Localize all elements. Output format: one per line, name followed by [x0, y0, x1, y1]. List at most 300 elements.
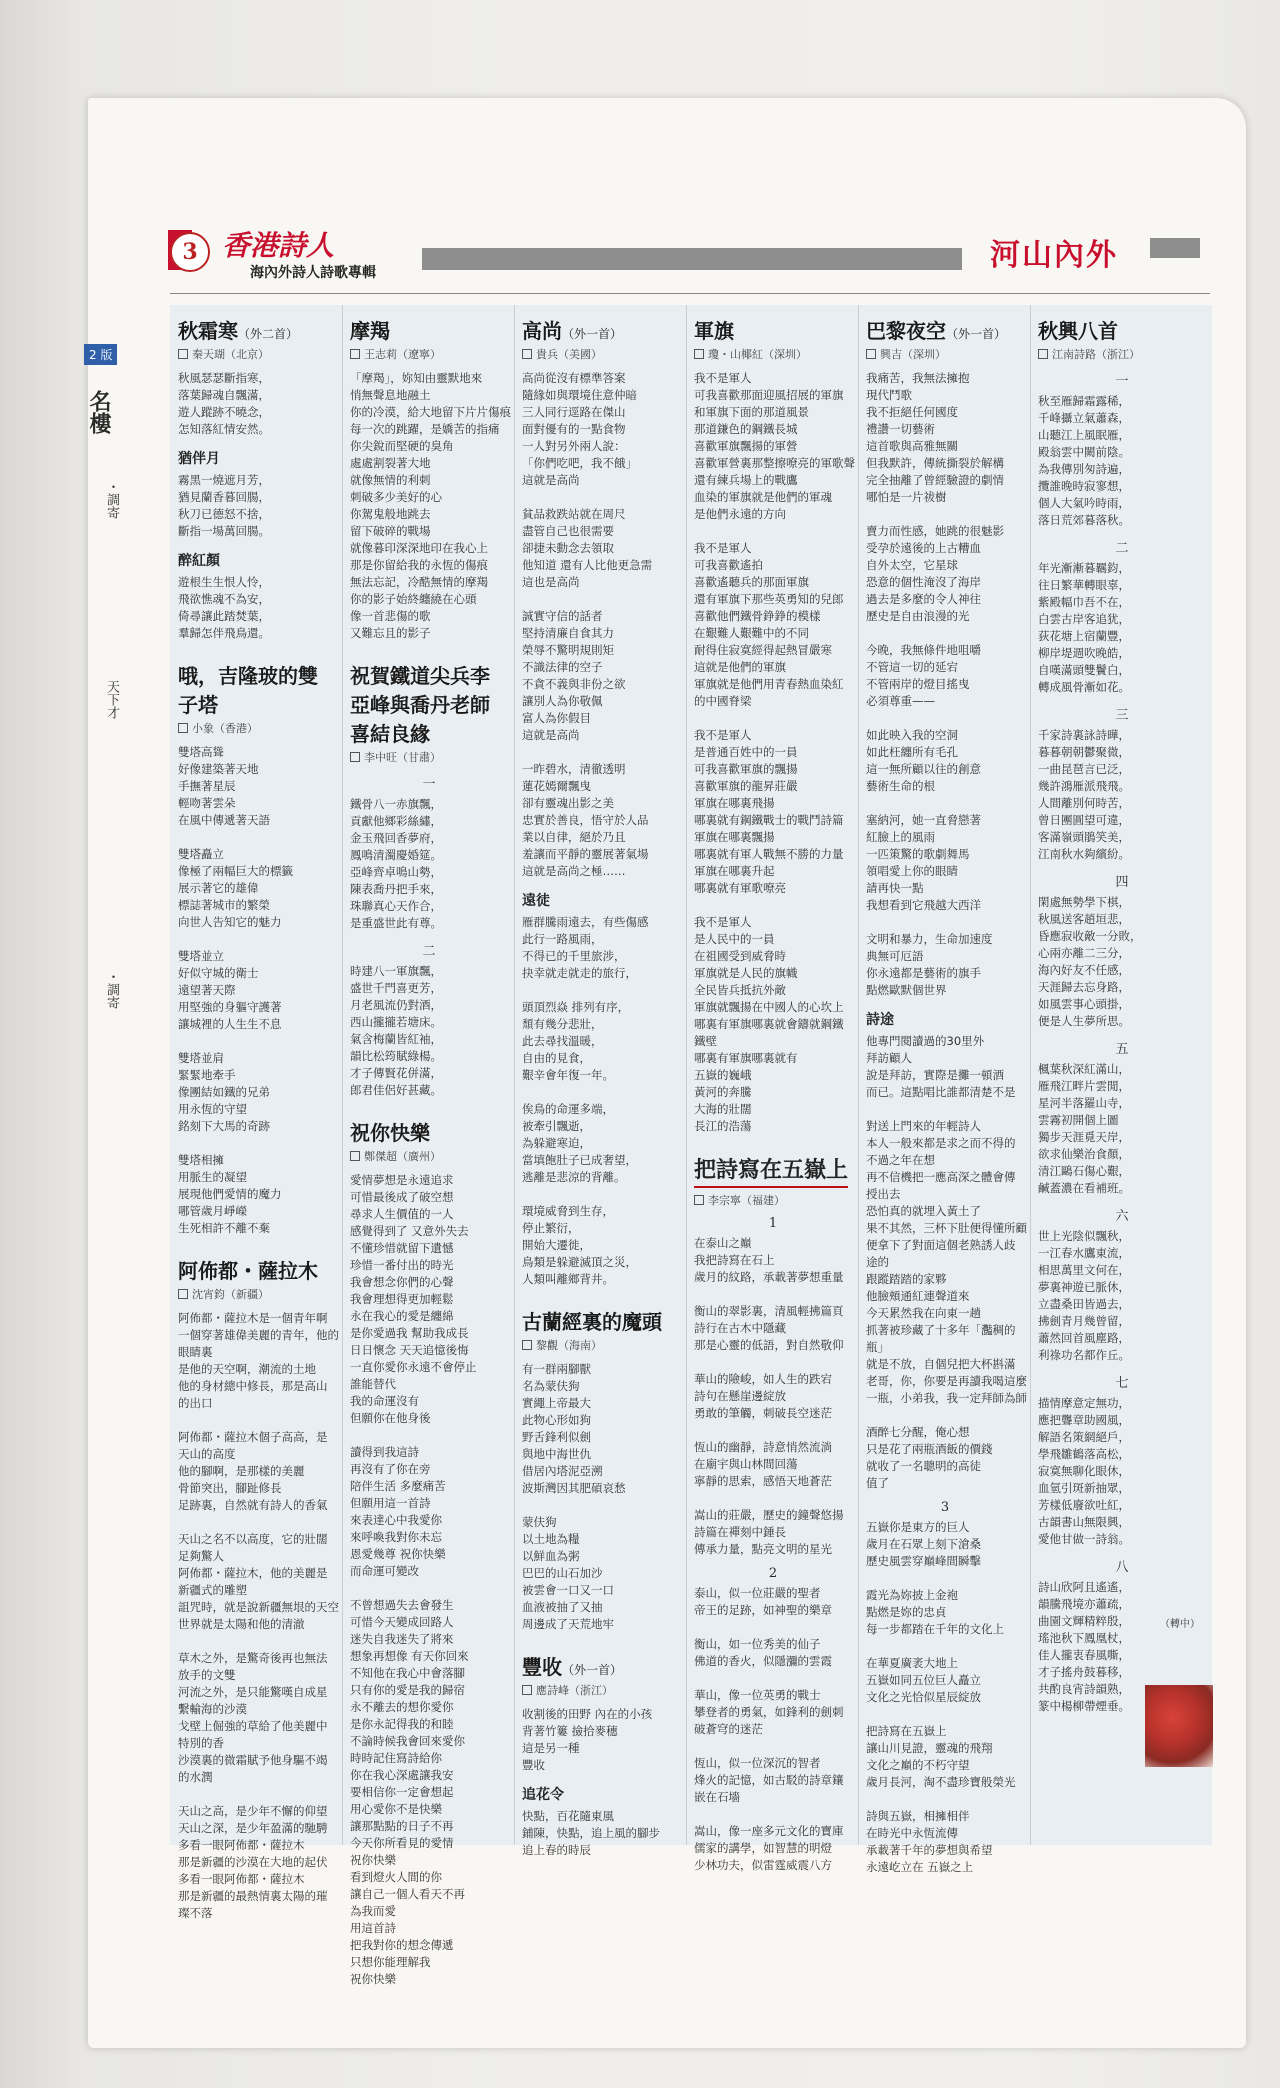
- poem-line: 便拿下了對面這個老熟誘人歧: [866, 1238, 1016, 1252]
- poem-line: 天山之深，是少年盈滿的馳騁: [178, 1821, 328, 1835]
- poem-line: 悄無聲息地融土: [350, 388, 431, 402]
- poem-line: 當填飽肚子已成奢望，: [522, 1153, 637, 1167]
- poem-line: 華山，像一位英勇的戰士: [694, 1688, 821, 1702]
- poem-line: 藝術生命的根: [866, 779, 935, 793]
- poem-line: 立盡桑田皆過去，: [1038, 1297, 1130, 1311]
- poem-line: 今天你所看見的愛情: [350, 1836, 454, 1850]
- poem-line: 詩行在古木中隱藏: [694, 1321, 786, 1335]
- poem-line: 無法忘記，冷酷無情的摩羯: [350, 575, 488, 589]
- poem-line: [866, 1791, 1024, 1808]
- poem-line: 文明和暴力，生命加速度: [866, 932, 993, 946]
- poem-line: 就是不放，自個兒把大杯斟滿: [866, 1357, 1016, 1371]
- poem-line: 追上春的時辰: [522, 1843, 591, 1857]
- poem-title-text: 祝你快樂: [350, 1121, 430, 1145]
- poem-line: 那是新疆的最熱情裏太陽的璀: [178, 1889, 328, 1903]
- poem-title-text: 秋霜寒: [178, 319, 238, 343]
- poem-line: [178, 1633, 336, 1650]
- poem-author: 李中旺（甘肅）: [350, 749, 508, 765]
- poem-line: 天山之名不以高度，它的壯闊: [178, 1532, 328, 1546]
- poem-line: 賣力而性感，她跳的很魅影: [866, 524, 1004, 538]
- poem-line: 用堅強的身軀守護著: [178, 1000, 282, 1014]
- poem-line: 我會理想得更加輕鬆: [350, 1292, 454, 1306]
- poem-author: 瓊・山椰紅（深圳）: [694, 346, 852, 362]
- poem-line: 蓮花嫣爾飄曳: [522, 779, 591, 793]
- poem-line: 永遠屹立在 五嶽之上: [866, 1860, 974, 1874]
- poem-line: 請再快一點: [866, 881, 924, 895]
- poem-subheading: 詩途: [866, 1012, 894, 1028]
- poem-line: 說是拜訪，實際是攤一頓酒: [866, 1068, 1004, 1082]
- poem-line: [694, 710, 852, 727]
- poem-line: 讓山川見證，靈魂的飛翔: [866, 1741, 993, 1755]
- poem-line: 此行一路風雨，: [522, 932, 603, 946]
- poem-line: 人類叫離鄉背井。: [522, 1272, 614, 1286]
- poem-line: 鳳鳴清濁慶婚筵。: [350, 848, 442, 862]
- poem-line: 以土地為糧: [522, 1532, 580, 1546]
- poem-line: 而已。這點唱比誰都清楚不是: [866, 1085, 1016, 1099]
- poem-author: 黎觀（海南）: [522, 1337, 680, 1353]
- poem-line: 雁群騰雨遠去，有些傷感: [522, 915, 649, 929]
- poem-line: 盛世千門喜更芳，: [350, 981, 442, 995]
- poem-line: 尋求人生價值的一人: [350, 1207, 454, 1221]
- poem-line: 用永恆的守望: [178, 1102, 247, 1116]
- poem-line: 輕吻著雲朵: [178, 796, 236, 810]
- poem: [1030, 305, 1212, 1723]
- page-header: [170, 228, 1210, 288]
- poem-lines: [694, 1585, 852, 1874]
- poem-subheading: 1: [768, 1216, 778, 1231]
- poem-line: 夢裏神遊已脈休，: [1038, 1280, 1130, 1294]
- poem-line: 是他們永遠的方向: [694, 507, 786, 521]
- poem-line: 過去是多麼的令人神往: [866, 592, 981, 606]
- poem-line: 面對優有的一點食物: [522, 422, 626, 436]
- poem-line: 授出去: [866, 1187, 901, 1201]
- poem-line: 星河半落羅山寺，: [1038, 1096, 1130, 1110]
- poem-line: 讀得到我這詩: [350, 1445, 419, 1459]
- poem-line: 你尖銳而堅硬的臭角: [350, 439, 454, 453]
- poem-line: 像一首悲傷的歌: [350, 609, 431, 623]
- poem-line: 如此映入我的空洞: [866, 728, 958, 742]
- poem-line: 破蒼穹的迷茫: [694, 1722, 763, 1736]
- poem-line: 還有練兵場上的戰鷹: [694, 473, 798, 487]
- poem-author: 李宗寧（福建）: [694, 1192, 852, 1208]
- poem-line: 用脈生的凝望: [178, 1170, 247, 1184]
- header-divider-bar: [1150, 238, 1200, 258]
- poem-line: 詩句在懸崖邊綻放: [694, 1389, 786, 1403]
- poem-line: 自外太空，它星球: [866, 558, 958, 572]
- poem-line: 瑤池秋下鳳凰杖，: [1038, 1631, 1130, 1645]
- poem-line: [866, 710, 1024, 727]
- poem-line: 你永遠都是藝術的旗手: [866, 966, 981, 980]
- poem-lines: [178, 472, 336, 540]
- poem-line: 歲月在石眾上刻下滄桑: [866, 1537, 981, 1551]
- poem-lines: [522, 914, 680, 1288]
- poem-line: 詛咒時，就是說新疆無垠的天空: [178, 1600, 339, 1614]
- poem-lines: [178, 370, 336, 438]
- poem-line: 瓶」: [866, 1340, 889, 1354]
- poem-line: 清江鷗石傷心艱，: [1038, 1164, 1130, 1178]
- poem-line: 我不拒絕任何國度: [866, 405, 958, 419]
- poem-line: 此物心形如狗: [522, 1413, 591, 1427]
- poem-title: [694, 315, 852, 344]
- poem-line: 阿佈都・薩拉木，他的美麗是: [178, 1566, 328, 1580]
- poem-line: 鹹蓋濃在看補班。: [1038, 1181, 1130, 1195]
- poem-line: 「摩羯」，妳知由靈默地來: [350, 371, 483, 385]
- poem-line: 周邊成了天荒地牢: [522, 1617, 614, 1631]
- poem-subheading: 三: [1115, 708, 1129, 723]
- poem: [170, 650, 342, 1245]
- poem-line: 盡管自己也很需要: [522, 524, 614, 538]
- poem-line: 緊緊地牽手: [178, 1068, 236, 1082]
- poem-line: 不過之年在想: [866, 1153, 935, 1167]
- previous-page-note: ・調寄: [104, 480, 119, 519]
- poem-subheading: 八: [1115, 1560, 1129, 1575]
- poem-title: [350, 660, 508, 747]
- poem-lines: [522, 1706, 680, 1774]
- poem-line: 軍旗就是他們用青春熱血染紅: [694, 677, 844, 691]
- poem-line: 五嶽的巍峨: [694, 1068, 752, 1082]
- poem-line: 昏應寂收敵一分敗，: [1038, 929, 1142, 943]
- poem-line: 嵌在石墻: [694, 1790, 740, 1804]
- poem-line: 但我默許，傳統撕裂於解構: [866, 456, 1004, 470]
- poem: [514, 1296, 686, 1641]
- poem-line: 愛他甘做一詩翁。: [1038, 1532, 1130, 1546]
- poem-line: 這一無所顧以往的創意: [866, 762, 981, 776]
- poem-line: 才子傳賢花併滿，: [350, 1066, 442, 1080]
- poem-lines: [1038, 393, 1206, 529]
- poem-line: 利祿功名都作丘。: [1038, 1348, 1130, 1362]
- poem-line: 展示著它的雄偉: [178, 881, 259, 895]
- poem-subheading: 一: [1115, 374, 1129, 389]
- poem-line: 現代鬥歌: [866, 388, 912, 402]
- poem-subheading: 2: [768, 1566, 778, 1581]
- poem-line: 佳人攏衷春風嘶，: [1038, 1648, 1130, 1662]
- poem-line: 為我傳別匆詩遍，: [1038, 462, 1130, 476]
- column-6: [1030, 305, 1212, 1845]
- poem-line: 秋風送客趙垣悲，: [1038, 912, 1130, 926]
- poem-line: 日日懷念 天天追憶後悔: [350, 1343, 469, 1357]
- poem-line: [866, 1706, 1024, 1723]
- poem-line: 點燃歐默個世界: [866, 983, 947, 997]
- poem-line: 斷指一場萬回腸。: [178, 524, 270, 538]
- poem-line: 怎知落紅情安然。: [178, 422, 270, 436]
- poem-line: 他知道 還有人比他更急需: [522, 558, 653, 572]
- poem-line: 傳承力量，點亮文明的星光: [694, 1542, 832, 1556]
- poem-line: 寂寞無聊化眼休，: [1038, 1464, 1130, 1478]
- poem-line: 如風雲事心頭掛，: [1038, 997, 1130, 1011]
- poem-line: 可惜今天變成回路人: [350, 1615, 454, 1629]
- poem-line: [694, 523, 852, 540]
- poem-line: 天山的高度: [178, 1447, 236, 1461]
- poem-line: 迷失自我迷失了將來: [350, 1632, 454, 1646]
- poem-line: [694, 1619, 852, 1636]
- poem-line: 特別的香: [178, 1736, 224, 1750]
- poem-line: 留下破碎的戰場: [350, 524, 431, 538]
- poem-line: 暮暮朝朝鬱聚微，: [1038, 745, 1130, 759]
- poem-line: 讓別人為你敬佩: [522, 694, 603, 708]
- poem-line: 再沒有了你在旁: [350, 1462, 431, 1476]
- poem-line: 此去尋找溫暖，: [522, 1034, 603, 1048]
- poem-line: 這也是高尚: [522, 575, 580, 589]
- poem-subheading: 二: [422, 944, 436, 959]
- poem-line: [866, 1407, 1024, 1424]
- poem-line: 展現他們愛情的魔力: [178, 1187, 282, 1201]
- poem-line: 飛欲憔魂不為安，: [178, 592, 270, 606]
- poem: [686, 305, 858, 1143]
- poem-line: 璨不落: [178, 1906, 213, 1920]
- poem-lines: [866, 370, 1024, 999]
- poem-line: 我想看到它飛越大西洋: [866, 898, 981, 912]
- masthead-logo: 香港詩人: [222, 229, 335, 262]
- poem-line: [866, 1101, 1024, 1118]
- poem-title: [178, 315, 336, 344]
- poem: [170, 1245, 342, 1930]
- poem-line: 今天累然我在向東一趟: [866, 1306, 981, 1320]
- poem-line: 可我喜歡軍旗的飄揚: [694, 762, 798, 776]
- poem-line: 詩山欣阿且遙遙，: [1038, 1580, 1130, 1594]
- poem-line: 但願用這一首詩: [350, 1496, 431, 1510]
- poem-line: 恐意的個性淹沒了海岸: [866, 575, 981, 589]
- poem-line: 歷史是自由浪漫的光: [866, 609, 970, 623]
- poem-line: 與地中海世仇: [522, 1447, 591, 1461]
- poem-line: 標誌著城市的繁榮: [178, 898, 270, 912]
- poem-line: 霧黑一燒遮月芳，: [178, 473, 270, 487]
- poem-line: 哪裏就有軍歌嘹亮: [694, 881, 786, 895]
- poem-line: 放手的文雙: [178, 1668, 236, 1682]
- poem-line: [522, 1186, 680, 1203]
- poem-line: 羣歸怎伴飛鳥還。: [178, 626, 270, 640]
- poem-line: 榮辱不驚明規則矩: [522, 643, 614, 657]
- poem-subheading: 一: [422, 777, 436, 792]
- poem-line: 韻比松筠賦綠楊。: [350, 1049, 442, 1063]
- poem-line: 曲園文輝精粹殷，: [1038, 1614, 1130, 1628]
- poem-line: 塞納河，她一直脅戀著: [866, 813, 981, 827]
- column-2: [342, 305, 515, 1986]
- masthead-subtitle: 海內外詩人詩歌專輯: [250, 265, 376, 281]
- poem-subheading: 猶伴月: [178, 451, 220, 467]
- poem-line: 可我喜歡那面迎風招展的軍旗: [694, 388, 844, 402]
- poem-line: 阿佈都・薩拉木是一個青年啊: [178, 1311, 328, 1325]
- poem-line: 快點，百花隨東風: [522, 1809, 614, 1823]
- poem-line: [178, 1135, 336, 1152]
- poem-line: [522, 591, 680, 608]
- poem-line: 是他的天空啊，潮流的土地: [178, 1362, 316, 1376]
- poem-line: 頹有幾分悲壯，: [522, 1017, 603, 1031]
- poem-line: [522, 1084, 680, 1101]
- poem-line: 哪裏有軍旗哪裏就會鑄就鋼鐵: [694, 1017, 844, 1031]
- poem-line: 恆山，似一位深沉的智者: [694, 1756, 821, 1770]
- poem-title: [522, 1306, 680, 1335]
- poem-line: [866, 914, 1024, 931]
- poem-line: 被牽引飄逝，: [522, 1119, 591, 1133]
- poem-line: 好似守城的衛士: [178, 966, 259, 980]
- poem-line: 華山的險峻，如人生的跌宕: [694, 1372, 832, 1386]
- poem-line: 那是心靈的低語，對自然敬仰: [694, 1338, 844, 1352]
- poem-line: [866, 506, 1024, 523]
- poem-line: [178, 931, 336, 948]
- poem-line: 金玉飛回香夢府，: [350, 831, 442, 845]
- poem-line: 把詩寫在五嶽上: [866, 1724, 947, 1738]
- poem-line: 一曲昆琶言已泛，: [1038, 762, 1130, 776]
- poem-line: 誠實守信的話者: [522, 609, 603, 623]
- poem-title: [866, 315, 1024, 344]
- poem-line: 草木之外，是驚奇後再也無法: [178, 1651, 328, 1665]
- poem-line: 荻花塘上宿蘭豐，: [1038, 629, 1130, 643]
- poem-line: 環境威脅到生存，: [522, 1204, 614, 1218]
- poem-line: 我的命運沒有: [350, 1394, 419, 1408]
- poem-line: 足夠驚人: [178, 1549, 224, 1563]
- poem-title: [1038, 315, 1206, 344]
- poem-line: 寧靜的思索，感悟天地蒼茫: [694, 1474, 832, 1488]
- poem-line: 是普通百姓中的一員: [694, 745, 798, 759]
- poem-line: 那是新疆的沙漠在大地的起伏: [178, 1855, 328, 1869]
- poem-line: 以鮮血為粥: [522, 1549, 580, 1563]
- poem-line: 學飛雛鶴落高松，: [1038, 1447, 1130, 1461]
- poem-line: 歷史風雲穿巔峰間瞬擊: [866, 1554, 981, 1568]
- poem-line: 月老風流仍對酒，: [350, 998, 442, 1012]
- poem-line: 你駕鬼般地跳去: [350, 507, 431, 521]
- poem-author: 沈宵鈞（新疆）: [178, 1286, 336, 1302]
- poem-line: [694, 1422, 852, 1439]
- poem-line: 戈壁上倔強的草給了他美麗中: [178, 1719, 328, 1733]
- poem-lines: [178, 1310, 339, 1922]
- poem-line: 烽火的記憶，如古駁的詩章鑲: [694, 1773, 844, 1787]
- header-divider-bar: [422, 248, 962, 270]
- poem-line: 只是花了兩瓶酒飯的價錢: [866, 1442, 993, 1456]
- poem-line: 歲月長河，淘不盡珍寶般榮光: [866, 1775, 1016, 1789]
- poem-line: 雙塔高聳: [178, 745, 224, 759]
- poem-line: 落葉歸魂自飄滿，: [178, 388, 270, 402]
- poem-line: 生死相許不離不棄: [178, 1221, 270, 1235]
- poem-line: 恆山的幽靜，詩意悄然流淌: [694, 1440, 832, 1454]
- poem-line: 天山之高，是少年不懈的仰望: [178, 1804, 328, 1818]
- poem-line: 實繩上帝最大: [522, 1396, 591, 1410]
- poem-line: 陪伴生活 多麼痛苦: [350, 1479, 446, 1493]
- poem-line: 這就是高尚: [522, 473, 580, 487]
- poem-line: 艱辛會年復一年。: [522, 1068, 614, 1082]
- poem-title-text: 古蘭經裏的魔頭: [522, 1310, 662, 1334]
- poem-title-note: （外二首）: [238, 327, 299, 341]
- poem-line: 讓城裡的人生生不息: [178, 1017, 282, 1031]
- poem-line: 遊根生生恨人怜，: [178, 575, 270, 589]
- poem-line: 可惜最後成了破空想: [350, 1190, 454, 1204]
- poem-line: [350, 1580, 508, 1597]
- poem-line: [522, 1497, 680, 1514]
- poem-line: 殿翁雲中闕前陰。: [1038, 445, 1130, 459]
- poem-line: 手撫著星辰: [178, 779, 236, 793]
- poem-line: 轉成風骨漸如花。: [1038, 680, 1130, 694]
- column-4: [686, 305, 859, 1872]
- poem-line: 新疆式的雕塑: [178, 1583, 247, 1597]
- poem-line: 這是另一種: [522, 1741, 580, 1755]
- poem-line: 一匹策驚的歌劇舞馬: [866, 847, 970, 861]
- poem-line: 紅臉上的風雨: [866, 830, 935, 844]
- poem-line: 不論時候我會回來愛你: [350, 1734, 465, 1748]
- poem-line: 還有軍旗下那些英勇知的兒郎: [694, 592, 844, 606]
- poem-line: 幾許鴻雁派飛飛。: [1038, 779, 1130, 793]
- poem-line: [178, 1786, 336, 1803]
- poem-line: 像團結如鐵的兄弟: [178, 1085, 270, 1099]
- poem-line: 對送上門來的年輕詩人: [866, 1119, 981, 1133]
- poem-line: 一個穿著雄偉美麗的青年，他的: [178, 1328, 339, 1342]
- poem-line: 他的身材總中修長，那是高山: [178, 1379, 328, 1393]
- poem-line: 山聽江上風眠雁，: [1038, 428, 1130, 442]
- poem-line: 跟蹤踏踏的家夥: [866, 1272, 947, 1286]
- poem-line: 只有你的愛是我的歸宿: [350, 1683, 465, 1697]
- poem-line: 亞峰齊卓鳴山勢，: [350, 865, 442, 879]
- poem-lines: [866, 1519, 1024, 1876]
- poem-line: 頭頂烈焱 排列有序，: [522, 1000, 630, 1014]
- poem-line: 承載著千年的夢想與希望: [866, 1843, 993, 1857]
- poem-line: 鳥類是躲避滅頂之災，: [522, 1255, 637, 1269]
- poem-line: 祝你快樂: [350, 1972, 396, 1986]
- poem-line: 客滿嶺頭鵑笑美，: [1038, 830, 1130, 844]
- poem-line: 人間離別何時苦，: [1038, 796, 1130, 810]
- poem-subheading: 醉紅顏: [178, 553, 220, 569]
- poem-lines: [178, 744, 336, 1237]
- poem-line: 自嘆滿頭雙鬢白，: [1038, 663, 1130, 677]
- poem: [514, 1641, 686, 1867]
- poem-line: 的出口: [178, 1396, 213, 1410]
- poem-lines: [694, 1235, 852, 1558]
- poem-line: 篆中楊柳帶煙垂。: [1038, 1699, 1130, 1713]
- poem: [342, 305, 514, 650]
- poem-line: 楓葉秋深紅滿山，: [1038, 1062, 1130, 1076]
- poem-line: 不識法律的空子: [522, 660, 603, 674]
- poem-line: 霞光為妳披上金袍: [866, 1588, 958, 1602]
- poem-lines: [1038, 894, 1206, 1030]
- poem-subheading: 二: [1115, 541, 1129, 556]
- poem-subheading: 七: [1115, 1376, 1129, 1391]
- poem-title: [522, 315, 680, 344]
- poem-line: [694, 1738, 852, 1755]
- poem-line: 一直你愛你永遠不會停止: [350, 1360, 477, 1374]
- poem-lines: [350, 796, 508, 932]
- poem-line: 倚尋讓此踏焚葉，: [178, 609, 270, 623]
- poem-line: 是人民中的一員: [694, 932, 775, 946]
- poem-line: 天涯歸去忘身路，: [1038, 980, 1130, 994]
- poem-lines: [1038, 1395, 1206, 1548]
- poem-line: 柳岸堤週吹晚皓，: [1038, 646, 1130, 660]
- poem-line: 我會想念你們的心聲: [350, 1275, 454, 1289]
- poem-title-text: 哦，吉隆玻的雙子塔: [178, 664, 318, 717]
- poem-title: [522, 1651, 680, 1680]
- poem-title-text: 阿佈都・薩拉木: [178, 1259, 318, 1283]
- poem-line: 個人大氣吟時雨，: [1038, 496, 1130, 510]
- poem-line: 耐得住寂寞經得起熱冒嚴寒: [694, 643, 832, 657]
- poem-line: 恩愛幾尊 祝你快樂: [350, 1547, 446, 1561]
- poem-line: 在艱難人艱難中的不同: [694, 626, 809, 640]
- poem-title: [350, 1117, 508, 1146]
- poem-line: 血氫引斑新抽眾，: [1038, 1481, 1130, 1495]
- poem-subheading: 五: [1115, 1042, 1129, 1057]
- poem-author: 江南詩路（浙江）: [1038, 346, 1206, 362]
- poem: [514, 305, 686, 1296]
- poem-title: [178, 1255, 336, 1284]
- poem-line: 在時光中永恆流傳: [866, 1826, 958, 1840]
- poem-line: 三人同行逕路在傑山: [522, 405, 626, 419]
- poem-line: 多看一眼阿佈都・薩拉木: [178, 1872, 305, 1886]
- poem-line: 世上光陰似飄秋，: [1038, 1229, 1130, 1243]
- poem-line: 向世人告知它的魅力: [178, 915, 282, 929]
- poem-subheading: 六: [1115, 1209, 1129, 1224]
- poem-line: 就收了一名聰明的高徒: [866, 1459, 981, 1473]
- poem-author: 王志莉（遼寧）: [350, 346, 508, 362]
- poem: [170, 305, 342, 650]
- poem-line: 有一群兩腳獸: [522, 1362, 591, 1376]
- poem-line: 而命運可變改: [350, 1564, 419, 1578]
- poem-line: 是你愛過我 幫助我成長: [350, 1326, 469, 1340]
- poem-line: 喜歡軍營裏那整擦嘹亮的軍歌聲: [694, 456, 855, 470]
